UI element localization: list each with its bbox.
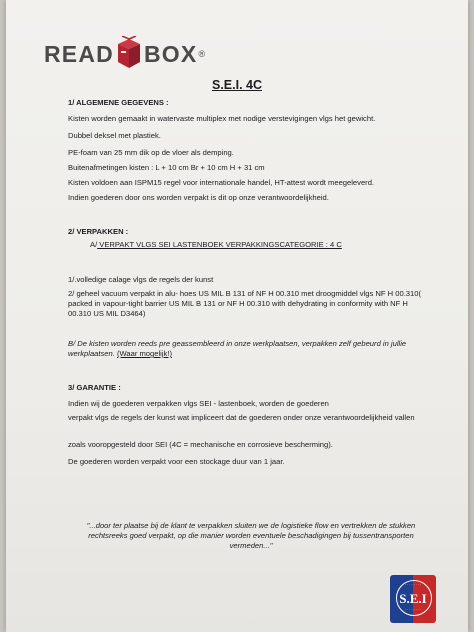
badge-abbr: S.E.I — [399, 591, 427, 606]
general-line: Buitenafmetingen kisten : L + 10 cm Br + 10 cm H + 31 cm — [68, 163, 265, 172]
packing-note-text: B/ De kisten worden reeds pre geassembleerd in onze werkplaatsen, verpakken zelf gebeurd in jullie werkplaatsen. — [68, 339, 407, 358]
logo-text-right: BOX — [143, 40, 198, 67]
document-sheet — [6, 0, 468, 632]
section-1-heading: 1/ ALGEMENE GEGEVENS : — [68, 98, 169, 107]
guarantee-line: Indien wij de goederen verpakken vlgs SEI - lastenboek, worden de goederen — [68, 399, 329, 408]
readybox-logo — [44, 26, 205, 82]
packing-item-1: 1/.volledige calage vlgs de regels der kunst — [68, 275, 214, 284]
guarantee-line: zoals vooropgesteld door SEI (4C = mechanische en corrosieve bescherming). — [68, 440, 333, 449]
closing-quote: "...door ter plaatse bij de klant te verpakken sluiten we de logistieke flow en vertrekken de stukken rechtsreeks goed verpakt, op die manier worden eventuele beschadigingen bij tussentransporten vermeden..." — [86, 521, 416, 550]
badge-bottom-ribbon: · · · · · · · · — [404, 608, 422, 612]
section-3-heading: 3/ GARANTIE : — [68, 383, 121, 392]
packing-note-b — [68, 339, 438, 359]
packing-category — [90, 240, 342, 250]
page-title: S.E.I. 4C — [211, 78, 263, 92]
sei-certification-badge — [390, 575, 436, 623]
general-line: Kisten worden gemaakt in watervaste multiplex met nodige verstevigingen vlgs het gewicht. — [68, 114, 376, 123]
box-icon — [116, 36, 142, 72]
where-possible-note: (Waar mogelijk!) — [116, 349, 172, 358]
section-2-heading: 2/ VERPAKKEN : — [68, 227, 129, 236]
logo-text-left: READ — [44, 40, 114, 67]
badge-top-ribbon: · · · · · · · · — [404, 583, 422, 587]
general-line: Indien goederen door ons worden verpakt is dit op onze verantwoordelijkheid. — [68, 193, 329, 202]
guarantee-line: verpakt vlgs de regels der kunst wat impliceert dat de goederen onder onze verantwoordelijkheid vallen — [68, 413, 415, 422]
registered-mark: ® — [198, 49, 206, 59]
packing-item-2: 2/ geheel vacuum verpakt in alu- hoes US MIL B 131 of NF H 00.310 met droogmiddel vlgs NF H 00.310( packed in vapour-tight barrier US MIL B 131 or NF H 00.310 with dehydrating in conformity with NF H 00.310 US MIL D3464) — [68, 289, 422, 318]
general-line: Dubbel deksel met plastiek. — [68, 131, 161, 140]
packing-category-prefix: A/ — [90, 240, 98, 249]
packing-category-text: VERPAKT VLGS SEI LASTENBOEK VERPAKKINGSCATEGORIE : 4 C — [97, 240, 342, 249]
general-line: Kisten voldoen aan ISPM15 regel voor internationale handel, HT-attest wordt meegeleverd. — [68, 178, 375, 187]
general-line: PE-foam van 25 mm dik op de vloer als demping. — [68, 148, 234, 157]
guarantee-line: De goederen worden verpakt voor een stockage duur van 1 jaar. — [68, 457, 285, 466]
